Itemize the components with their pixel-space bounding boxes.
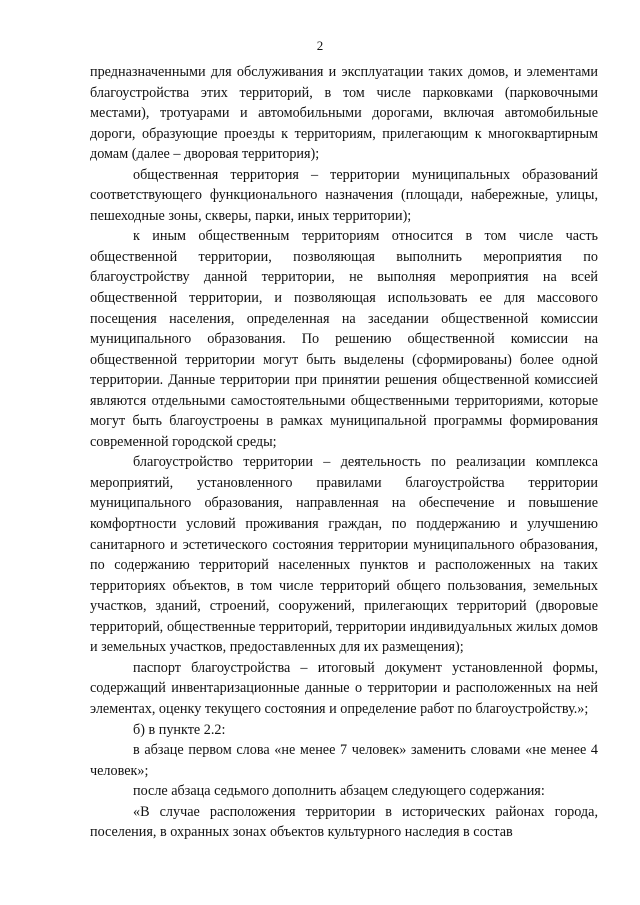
paragraph-first-abzac-amendment: в абзаце первом слова «не менее 7 человек» заменить словами «не менее 4 человек»;	[90, 742, 598, 779]
paragraph-other-public-territories: к иным общественным территориям относится в том числе часть общественной территории, позволяющая выполнить мероприятия по благоустройству данной территории, не выполняя мероприятия на всей общественной территории, и позволяющая использовать ее для массового посещения населения, определенная на заседании общественной комиссии муниципального образования. По решению общественной комиссии на общественной территории могут быть выделены (сформированы) более одной территории. Данные территории при принятии решения общественной комиссией являются отдельными самостоятельными общественными территориями, которые могут быть благоустроены в рамках муниципальной программы формирования современной городской среды;	[90, 228, 598, 450]
paragraph-improvement-passport-definition: паспорт благоустройства – итоговый документ установленной формы, содержащий инвентаризационные данные о территории и расположенных на ней элементах, оценку текущего состояния и определение работ по благоустройству.»;	[90, 659, 598, 717]
page-number: 2	[316, 38, 324, 53]
paragraph-public-territory-definition: общественная территория – территории муниципальных образований соответствующего функционального назначения (площади, набережные, улицы, пешеходные зоны, скверы, парки, иных территории);	[90, 166, 598, 224]
paragraph-territory-improvement-definition: благоустройство территории – деятельность по реализации комплекса мероприятий, установленного правилами благоустройства территории муниципального образования, направленная на обеспечение и повышение комфортности условий проживания граждан, по поддержанию и улучшению санитарного и эстетического состояния территории муниципального образования, по содержанию территорий населенных пунктов и расположенных на таких территориях объектов, в том числе территорий общего пользования, земельных участков, зданий, строений, сооружений, прилегающих территорий (дворовые территорий, общественные территорий, территории индивидуальных жилых домов и земельных участков, предоставленных для их размещения);	[90, 454, 598, 656]
document-body	[90, 62, 598, 843]
paragraph-historical-districts: «В случае расположения территории в исторических районах города, поселения, в охранных зонах объектов культурного наследия в состав	[90, 803, 598, 841]
paragraph-continuation: предназначенными для обслуживания и эксплуатации таких домов, и элементами благоустройства этих территорий, в том числе парковками (парковочными местами), тротуарами и автомобильными дорогами, включая автомобильные дороги, образующие проезды к территориям, прилегающим к многоквартирным домам (далее – дворовая территория);	[90, 64, 598, 163]
paragraph-subclause-b: б) в пункте 2.2:	[133, 721, 226, 738]
paragraph-seventh-abzac-addition: после абзаца седьмого дополнить абзацем следующего содержания:	[133, 783, 545, 800]
